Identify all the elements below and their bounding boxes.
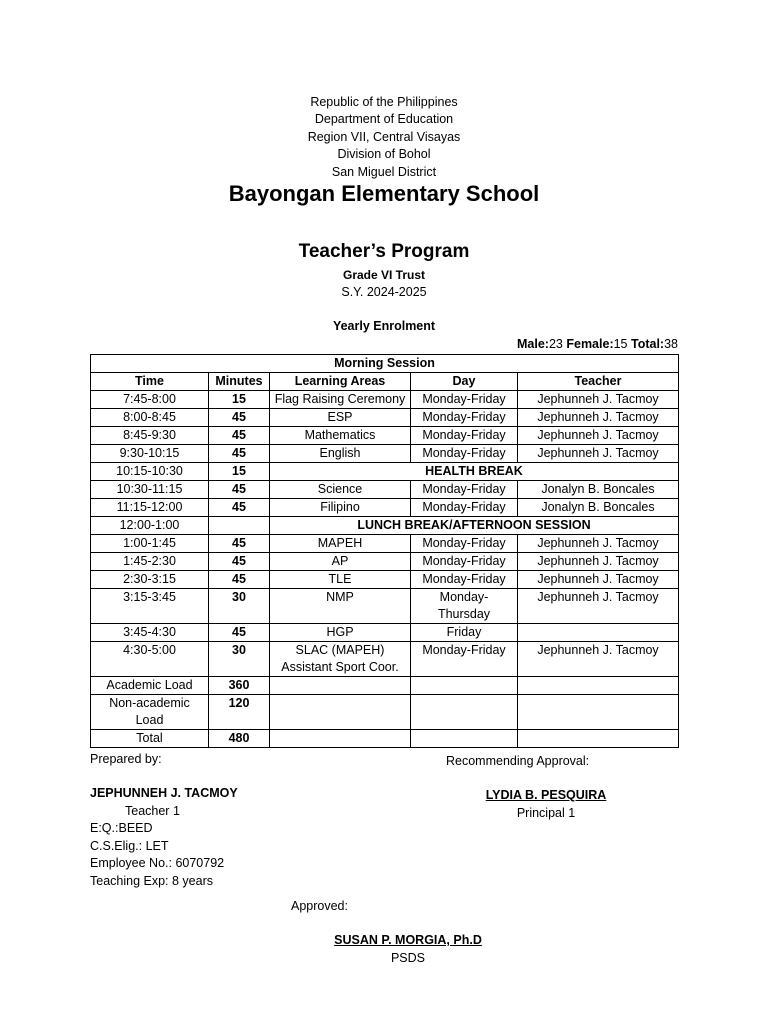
school-year: S.Y. 2024-2025 (341, 285, 427, 299)
cell-teacher: Jephunneh J. Tacmoy (518, 409, 679, 427)
cell-day (411, 730, 518, 748)
cell-time: 3:15-3:45 (91, 589, 209, 624)
cell-teacher: Jonalyn B. Boncales (518, 481, 679, 499)
approver-block (283, 932, 533, 967)
table-row (91, 499, 679, 517)
approved-label: Approved: (291, 899, 348, 913)
cell-minutes: 30 (209, 589, 270, 624)
cell-teacher (518, 624, 679, 642)
cell-learning-area (270, 730, 411, 748)
cell-day (411, 695, 518, 730)
cell-minutes: 45 (209, 499, 270, 517)
schedule-table (90, 354, 679, 748)
cell-teacher (518, 730, 679, 748)
cell-time: 8:45-9:30 (91, 427, 209, 445)
schedule-body (91, 391, 679, 748)
table-row (91, 624, 679, 642)
cell-time: 1:00-1:45 (91, 535, 209, 553)
table-row (91, 695, 679, 730)
cell-time: Total (91, 730, 209, 748)
cell-minutes: 30 (209, 642, 270, 677)
cell-time: 7:45-8:00 (91, 391, 209, 409)
cell-teacher: Jephunneh J. Tacmoy (518, 535, 679, 553)
cell-learning-area: AP (270, 553, 411, 571)
cell-time: 8:00-8:45 (91, 409, 209, 427)
cell-minutes: 480 (209, 730, 270, 748)
table-row (91, 409, 679, 427)
cell-minutes: 45 (209, 553, 270, 571)
cell-teacher (518, 695, 679, 730)
cell-minutes: 45 (209, 427, 270, 445)
female-label: Female: (566, 337, 614, 351)
table-row (91, 427, 679, 445)
header-line: Department of Education (314, 112, 454, 127)
cell-day: Monday-Friday (411, 553, 518, 571)
male-label: Male: (517, 337, 549, 351)
total-count: 38 (664, 337, 678, 351)
table-row (91, 571, 679, 589)
cell-day: Monday-Friday (411, 571, 518, 589)
column-header: Day (411, 373, 518, 391)
cell-learning-area: HGP (270, 624, 411, 642)
cell-time: 10:30-11:15 (91, 481, 209, 499)
table-row (91, 463, 679, 481)
cell-teacher: Jephunneh J. Tacmoy (518, 445, 679, 463)
cell-teacher: Jephunneh J. Tacmoy (518, 589, 679, 624)
approver-title: PSDS (390, 950, 426, 965)
female-count: 15 (613, 337, 628, 351)
approver-name: SUSAN P. MORGIA, Ph.D (334, 933, 482, 947)
male-count: 23 (548, 337, 563, 351)
grade-label: Grade VI Trust (342, 268, 426, 282)
header-line: Republic of the Philippines (310, 95, 458, 109)
cell-learning-area: ESP (270, 409, 411, 427)
table-row (91, 535, 679, 553)
cell-day: Monday-Friday (411, 481, 518, 499)
table-row (91, 517, 679, 535)
preparer-teaching-exp: Teaching Exp: 8 years (90, 873, 213, 888)
cell-minutes: 45 (209, 481, 270, 499)
header-line: Region VII, Central Visayas (307, 129, 461, 144)
cell-minutes: 45 (209, 624, 270, 642)
yearly-enrolment-label: Yearly Enrolment (332, 319, 436, 333)
cell-time: 2:30-3:15 (91, 571, 209, 589)
cell-teacher: Jephunneh J. Tacmoy (518, 427, 679, 445)
cell-day: Monday-Friday (411, 391, 518, 409)
cell-minutes: 45 (209, 535, 270, 553)
cell-teacher: Jephunneh J. Tacmoy (518, 553, 679, 571)
cell-day: Monday-Friday (411, 499, 518, 517)
cell-day: Monday-Friday (411, 535, 518, 553)
school-name: Bayongan Elementary School (228, 181, 540, 206)
cell-break-label: HEALTH BREAK (270, 463, 679, 481)
cell-learning-area: English (270, 445, 411, 463)
preparer-block (90, 785, 238, 890)
column-header: Time (91, 373, 209, 391)
cell-day: Monday-Friday (411, 427, 518, 445)
cell-learning-area (270, 677, 411, 695)
cell-time: 12:00-1:00 (91, 517, 209, 535)
cell-time: 11:15-12:00 (91, 499, 209, 517)
cell-minutes: 45 (209, 571, 270, 589)
cell-teacher: Jonalyn B. Boncales (518, 499, 679, 517)
cell-break-label: LUNCH BREAK/AFTERNOON SESSION (270, 517, 679, 535)
table-row (91, 445, 679, 463)
cell-teacher (518, 677, 679, 695)
cell-minutes: 120 (209, 695, 270, 730)
cell-time: 3:45-4:30 (91, 624, 209, 642)
enrolment-summary (517, 337, 678, 351)
recommender-name: LYDIA B. PESQUIRA (485, 788, 607, 802)
cell-learning-area: Mathematics (270, 427, 411, 445)
cell-time: 9:30-10:15 (91, 445, 209, 463)
cell-teacher: Jephunneh J. Tacmoy (518, 642, 679, 677)
cell-day: Monday-Friday (411, 409, 518, 427)
cell-learning-area: NMP (270, 589, 411, 624)
cell-minutes: 360 (209, 677, 270, 695)
cell-learning-area: Flag Raising Ceremony (270, 391, 411, 409)
cell-day: Monday-Friday (411, 642, 518, 677)
table-row (91, 677, 679, 695)
cell-learning-area: TLE (270, 571, 411, 589)
table-row (91, 481, 679, 499)
cell-learning-area: Filipino (270, 499, 411, 517)
agency-header (0, 94, 768, 181)
preparer-eq: E:Q.:BEED (90, 821, 153, 835)
program-title: Teacher’s Program (298, 241, 470, 262)
preparer-name: JEPHUNNEH J. TACMOY (90, 786, 238, 800)
total-label: Total: (631, 337, 665, 351)
cell-minutes: 45 (209, 409, 270, 427)
column-header: Learning Areas (270, 373, 411, 391)
cell-time: Non-academic Load (91, 695, 209, 730)
cell-day: Friday (411, 624, 518, 642)
cell-minutes: 45 (209, 445, 270, 463)
cell-time: 1:45-2:30 (91, 553, 209, 571)
header-line: Division of Bohol (337, 147, 431, 162)
table-row (91, 391, 679, 409)
recommender-title: Principal 1 (516, 805, 576, 820)
prepared-by-label: Prepared by: (90, 752, 162, 766)
cell-day: Monday- Thursday (411, 589, 518, 624)
preparer-title: Teacher 1 (125, 803, 180, 818)
cell-time: Academic Load (91, 677, 209, 695)
cell-learning-area: MAPEH (270, 535, 411, 553)
cell-learning-area (270, 695, 411, 730)
recommender-block (446, 787, 646, 822)
cell-teacher: Jephunneh J. Tacmoy (518, 391, 679, 409)
cell-learning-area: Science (270, 481, 411, 499)
cell-learning-area: SLAC (MAPEH) Assistant Sport Coor. (270, 642, 411, 677)
session-title: Morning Session (91, 355, 679, 373)
cell-day (411, 677, 518, 695)
cell-time: 4:30-5:00 (91, 642, 209, 677)
table-row (91, 642, 679, 677)
table-row (91, 553, 679, 571)
cell-time: 10:15-10:30 (91, 463, 209, 481)
cell-teacher: Jephunneh J. Tacmoy (518, 571, 679, 589)
table-row (91, 730, 679, 748)
column-header: Teacher (518, 373, 679, 391)
cell-minutes (209, 517, 270, 535)
preparer-employee-no: Employee No.: 6070792 (90, 856, 225, 870)
cell-minutes: 15 (209, 463, 270, 481)
header-line: San Miguel District (331, 164, 437, 179)
preparer-cs-elig: C.S.Elig.: LET (90, 838, 169, 853)
cell-minutes: 15 (209, 391, 270, 409)
column-header: Minutes (209, 373, 270, 391)
table-row (91, 589, 679, 624)
recommending-label: Recommending Approval: (446, 754, 590, 768)
cell-day: Monday-Friday (411, 445, 518, 463)
